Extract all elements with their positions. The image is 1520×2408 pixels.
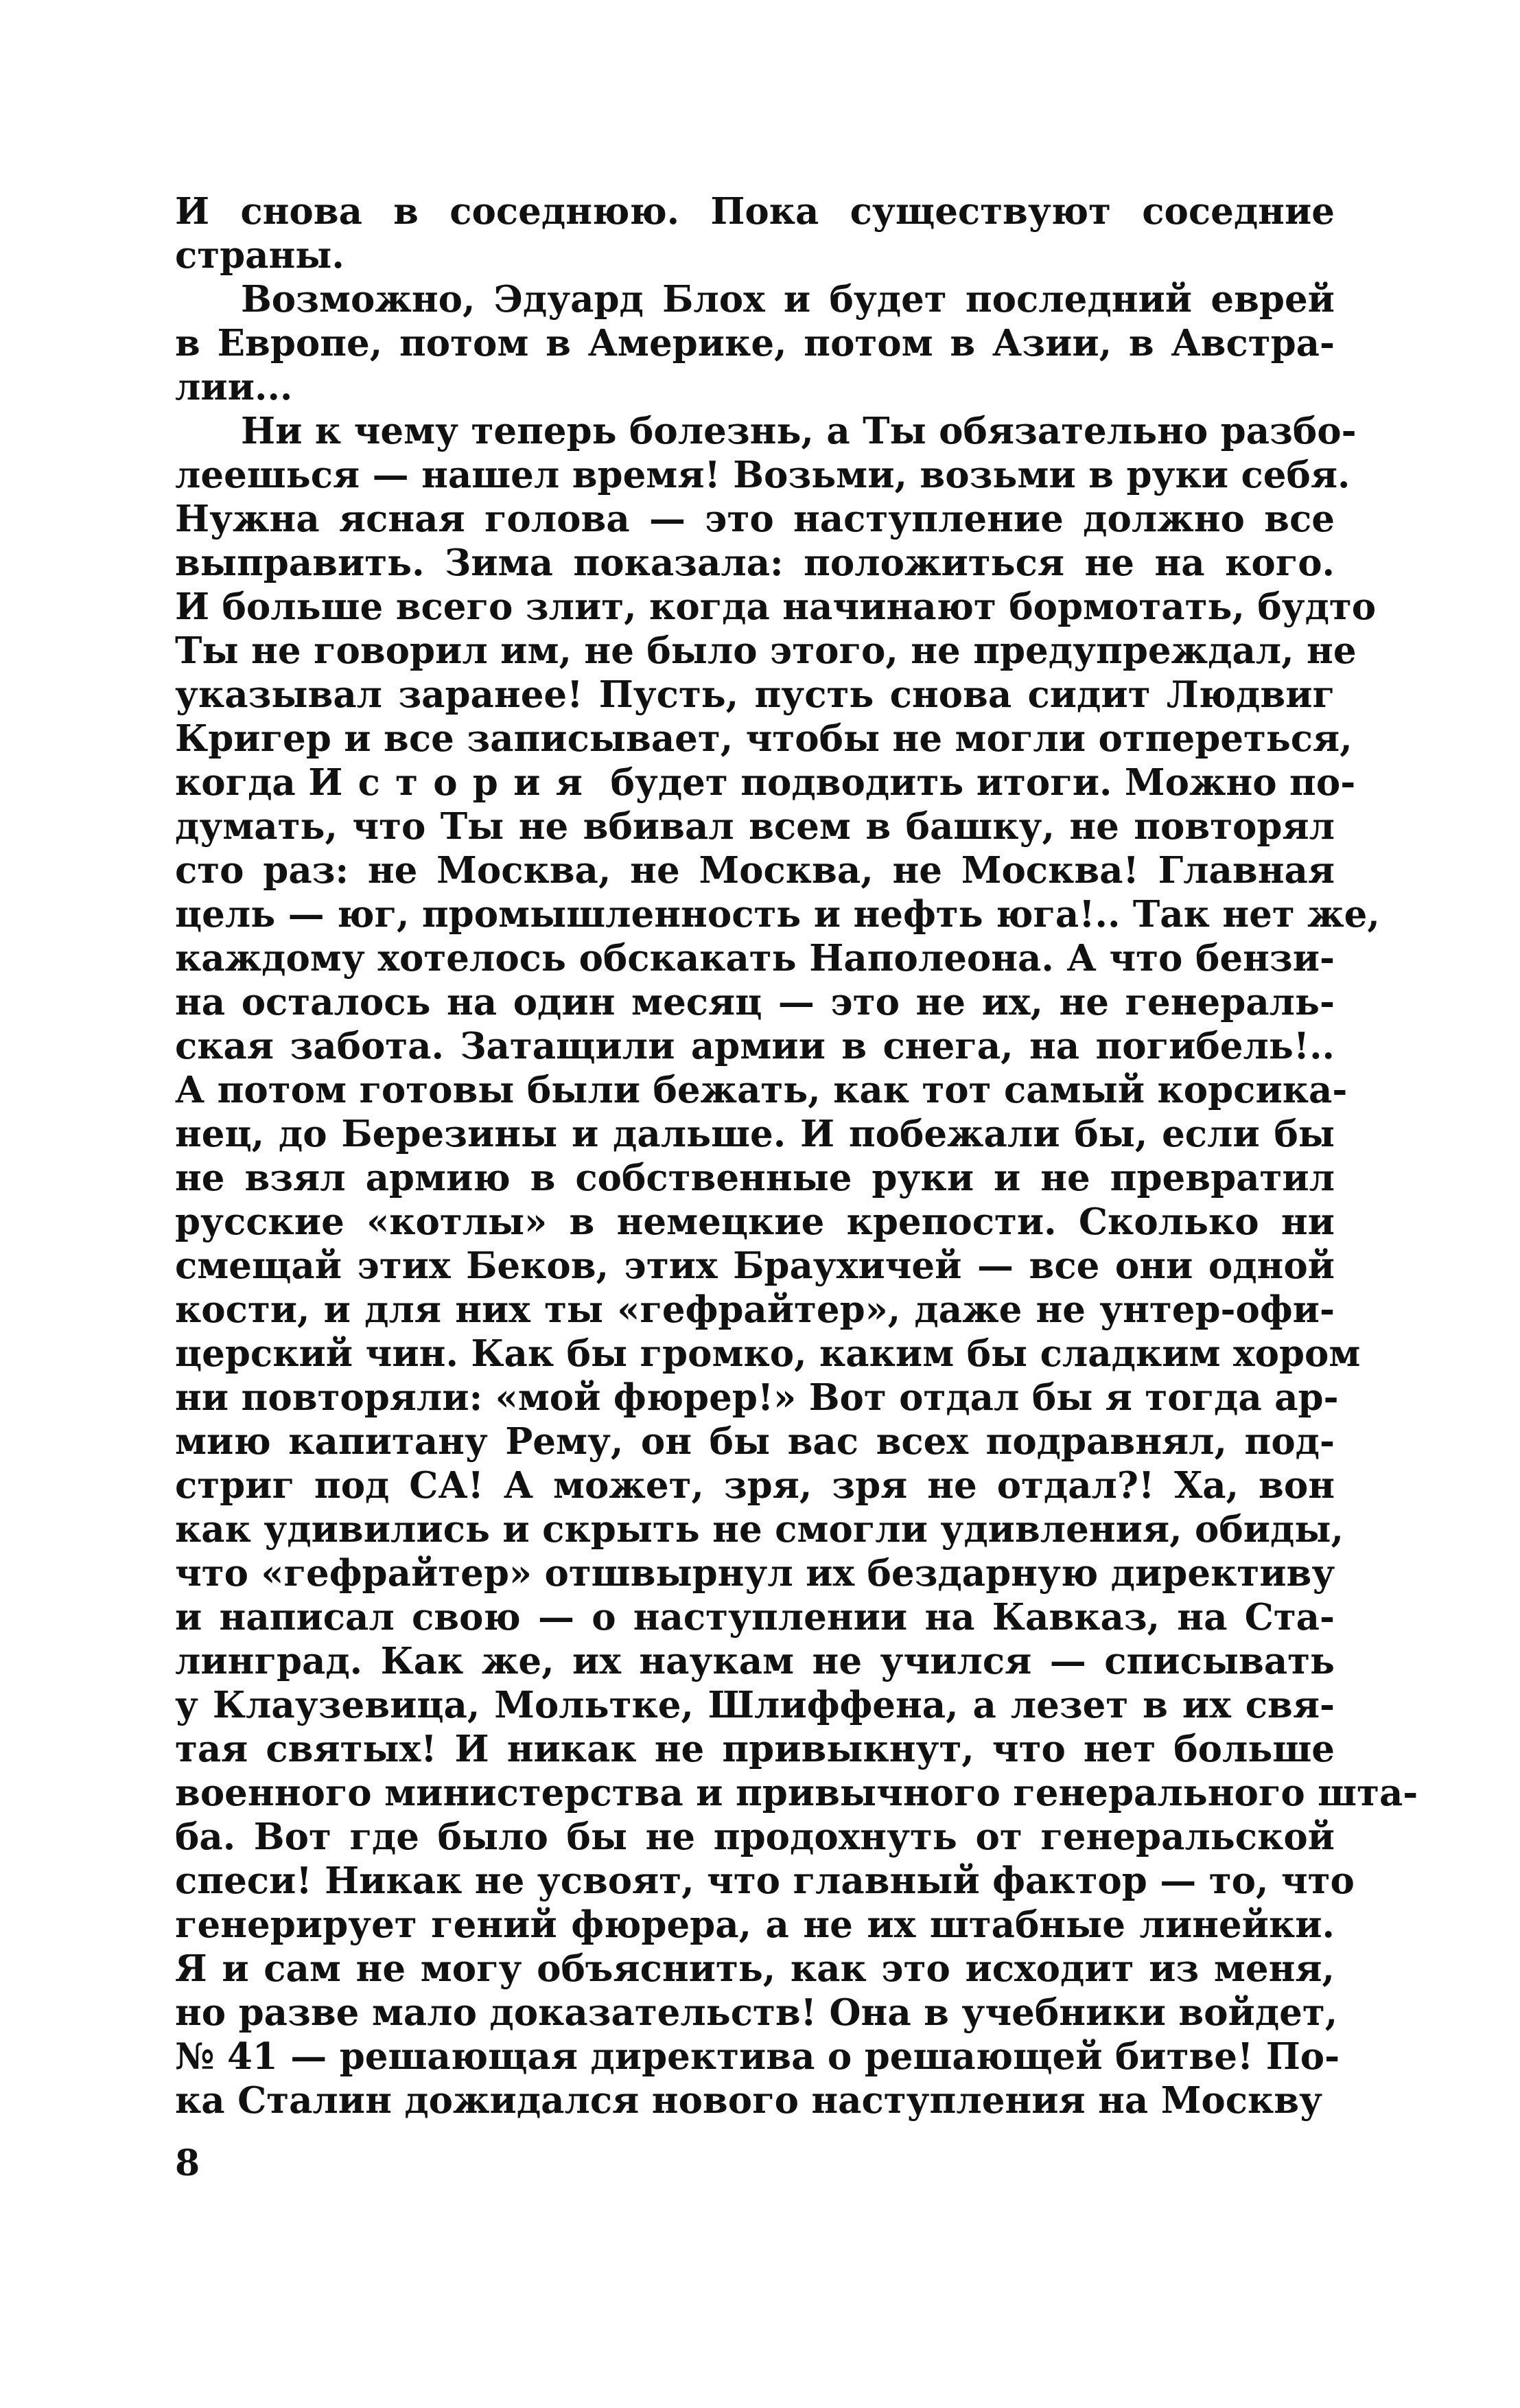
text-line: церский чин. Как бы громко, каким бы сладким хором bbox=[175, 1332, 1361, 1375]
text-line: нец, до Березины и дальше. И побежали бы, если бы bbox=[175, 1113, 1335, 1155]
text-line: ба. Вот где было бы не продохнуть от генеральской bbox=[175, 1816, 1335, 1858]
text-line: ни повторяли: «мой фюрер!» Вот отдал бы я тогда ар- bbox=[175, 1376, 1339, 1419]
text-line: стриг под СА! А может, зря, зря не отдал?! Ха, вон bbox=[175, 1464, 1335, 1507]
text-line: что «гефрайтер» отшвырнул их бездарную директиву bbox=[175, 1552, 1335, 1595]
text-line: сто раз: не Москва, не Москва, не Москва! Главная bbox=[175, 849, 1335, 892]
text-line: как удивились и скрыть не смогли удивления, обиды, bbox=[175, 1508, 1344, 1551]
text-line: выправить. Зима показала: положиться не на кого. bbox=[175, 542, 1335, 584]
text-line: указывал заранее! Пусть, пусть снова сидит Людвиг bbox=[175, 673, 1335, 716]
text-line: тая святых! И никак не привыкнут, что нет больше bbox=[175, 1728, 1335, 1770]
text-line: лии... bbox=[175, 366, 293, 408]
page-body bbox=[175, 189, 1418, 2122]
text-line: спеси! Никак не усвоят, что главный фактор — то, что bbox=[175, 1860, 1355, 1902]
text-line: и написал свою — о наступлении на Кавказ, на Ста- bbox=[175, 1596, 1335, 1639]
text-line: смещай этих Беков, этих Браухичей — все они одной bbox=[175, 1244, 1335, 1287]
text-line: у Клаузевица, Мольтке, Шлиффена, а лезет в их свя- bbox=[175, 1684, 1335, 1726]
text-line: генерирует гений фюрера, а не их штабные линейки. bbox=[175, 1903, 1335, 1946]
paragraph bbox=[175, 277, 1335, 409]
text-line: кости, и для них ты «гефрайтер», даже не унтер-офи- bbox=[175, 1288, 1335, 1331]
text-line: не взял армию в собственные руки и не превратил bbox=[175, 1157, 1335, 1199]
text-line: на осталось на один месяц — это не их, не генераль- bbox=[175, 981, 1335, 1023]
text-line: русские «котлы» в немецкие крепости. Сколько ни bbox=[175, 1201, 1335, 1243]
text-line: И больше всего злит, когда начинают бормотать, будто bbox=[175, 586, 1377, 628]
text-line: № 41 — решающая директива о решающей битве! По- bbox=[175, 2035, 1340, 2078]
text-line: цель — юг, промышленность и нефть юга!.. Так нет же, bbox=[175, 893, 1380, 936]
page-number: 8 bbox=[175, 2142, 200, 2184]
text-line: Я и сам не могу объяснить, как это исходит из меня, bbox=[175, 1947, 1335, 1990]
text-line: военного министерства и привычного генерального шта- bbox=[175, 1772, 1418, 1814]
text-line: в Европе, потом в Америке, потом в Азии, в Австра- bbox=[175, 322, 1335, 364]
text-line: Нужна ясная голова — это наступление должно все bbox=[175, 498, 1335, 540]
text-line: ская забота. Затащили армии в снега, на погибель!.. bbox=[175, 1025, 1335, 1067]
text-line: каждому хотелось обскакать Наполеона. А что бензи- bbox=[175, 937, 1335, 980]
text-line: И снова в соседнюю. Пока существуют соседние bbox=[175, 190, 1335, 233]
text-line: Ни к чему теперь болезнь, а Ты обязательно разбо- bbox=[241, 410, 1357, 452]
text-line: линград. Как же, их наукам не учился — списывать bbox=[175, 1640, 1335, 1682]
paragraph bbox=[175, 189, 1335, 277]
text-line: страны. bbox=[175, 234, 344, 277]
text-line: Кригер и все записывает, чтобы не могли отпереться, bbox=[175, 717, 1353, 760]
text-line: мию капитану Рему, он бы вас всех подравнял, под- bbox=[175, 1420, 1335, 1463]
spaced-emphasis: История bbox=[308, 761, 598, 804]
text-line: ка Сталин дожидался нового наступления на Москву bbox=[175, 2079, 1323, 2122]
text-line: но разве мало доказательств! Она в учебники войдет, bbox=[175, 1991, 1338, 2034]
text-line: когда История будет подводить итоги. Можно по- bbox=[175, 761, 1356, 804]
text-line: думать, что Ты не вбивал всем в башку, не повторял bbox=[175, 805, 1335, 848]
text-line: Возможно, Эдуард Блох и будет последний еврей bbox=[241, 278, 1335, 321]
paragraph bbox=[175, 409, 1418, 2122]
text-line: леешься — нашел время! Возьми, возьми в руки себя. bbox=[175, 454, 1351, 496]
text-line: Ты не говорил им, не было этого, не предупреждал, не bbox=[175, 629, 1357, 672]
text-line: А потом готовы были бежать, как тот самый корсика- bbox=[175, 1069, 1348, 1111]
